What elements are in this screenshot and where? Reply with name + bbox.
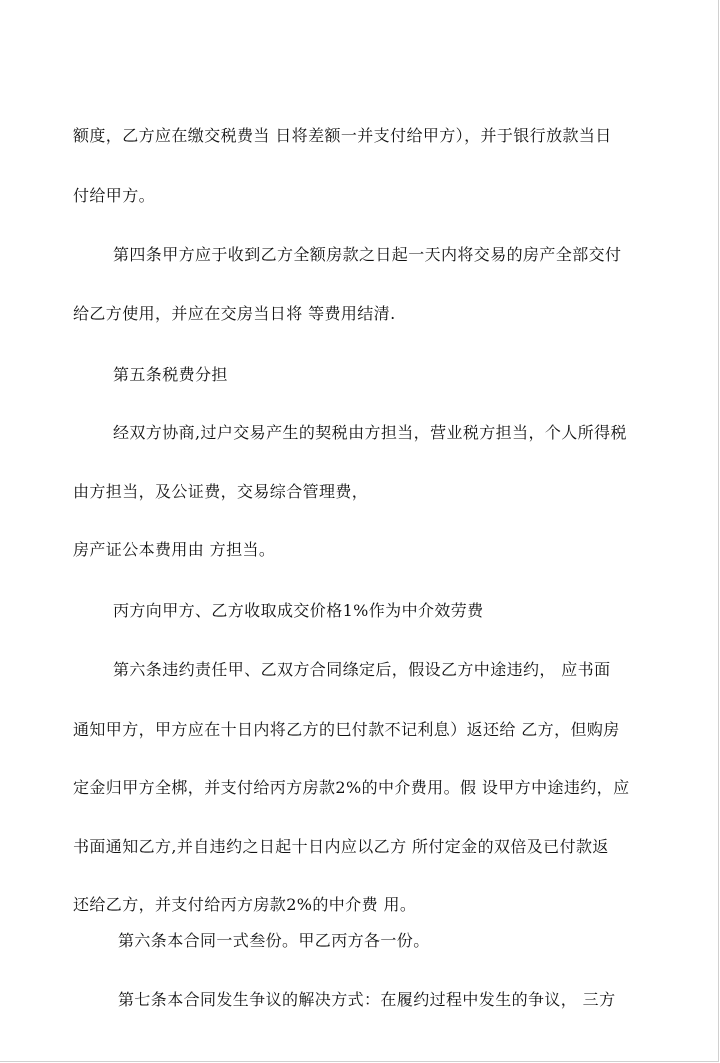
text-line: 额度，乙方应在缴交税费当 日将差额一并支付给甲方），并于银行放款当日 bbox=[73, 126, 612, 145]
text-line: 房产证公本费用由 方担当。 bbox=[73, 540, 276, 559]
text-line: 第七条本合同发生争议的解决方式：在履约过程中发生的争议， 三方 bbox=[118, 990, 616, 1009]
text-line: 通知甲方，甲方应在十日内将乙方的巳付款不记利息）返还给 乙方，但购房 bbox=[73, 720, 620, 739]
text-line: 经双方协商,过户交易产生的契税由方担当，营业税方担当，个人所得税 bbox=[113, 423, 627, 442]
text-line: 给乙方使用，并应在交房当日将 等费用结清. bbox=[73, 304, 396, 323]
text-line: 第六条违约责任甲、乙双方合同绦定后，假设乙方中途违约， 应书面 bbox=[113, 660, 611, 679]
text-line: 还给乙方，并支付给丙方房款2%的中介费 用。 bbox=[73, 895, 417, 914]
text-line: 第六条本合同一式叁份。甲乙丙方各一份。 bbox=[118, 931, 430, 950]
text-line: 定金归甲方全梆，并支付给丙方房款2%的中介费用。假 设甲方中途违约，应 bbox=[73, 778, 630, 797]
text-line: 由方担当，及公证费，交易综合管理费， bbox=[73, 482, 369, 501]
text-line: 第四条甲方应于收到乙方全额房款之日起一天内将交易的房产全部交付 bbox=[113, 245, 622, 264]
text-line: 书面通知乙方,并自违约之日起十日内应以乙方 所付定金的双倍及已付款返 bbox=[73, 837, 609, 856]
section-heading: 第五条税费分担 bbox=[113, 365, 228, 384]
text-line: 丙方向甲方、乙方收取成交价格1%作为中介效劳费 bbox=[113, 601, 484, 620]
text-line: 付给甲方。 bbox=[73, 186, 156, 205]
